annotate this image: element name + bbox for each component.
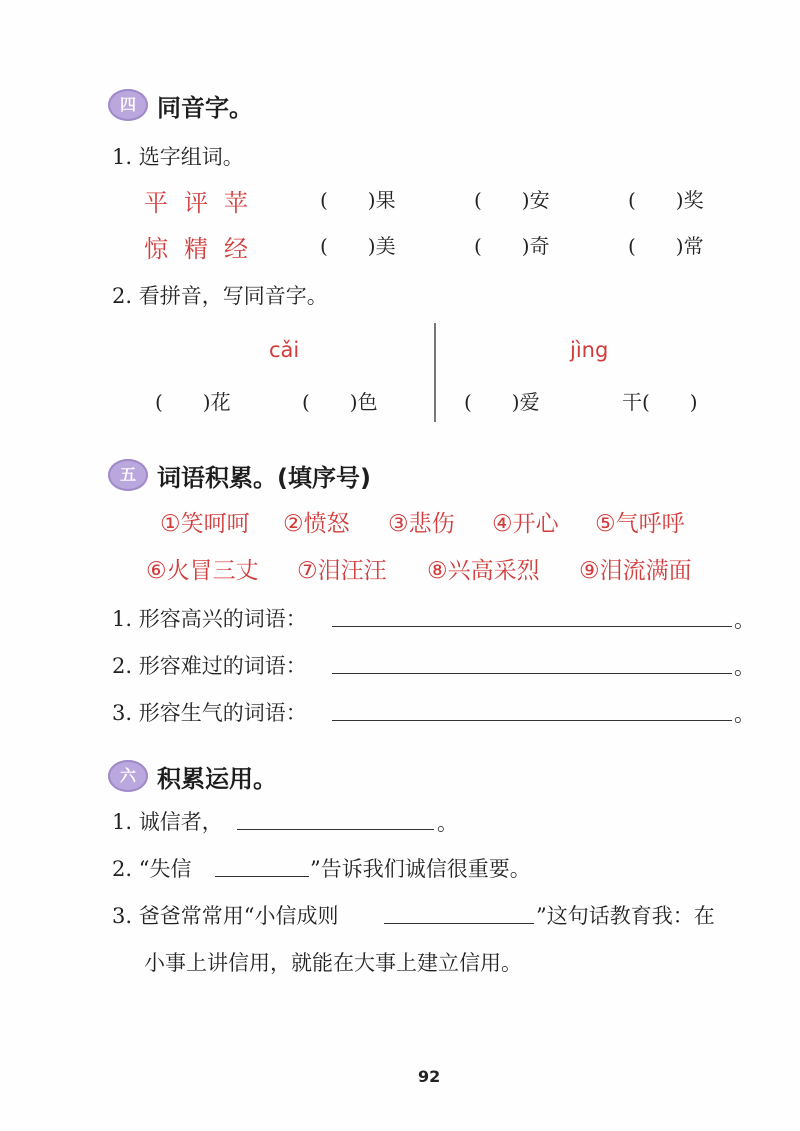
blank-cai-1[interactable]: ( )花 bbox=[155, 390, 231, 414]
section-title-6: 积累运用。 bbox=[157, 765, 277, 793]
option-8: ⑧兴高采烈 bbox=[427, 558, 540, 584]
answer-line-5-1[interactable] bbox=[332, 626, 732, 627]
period-5-1: 。 bbox=[734, 608, 755, 632]
option-2: ②愤怒 bbox=[283, 511, 350, 537]
question-6-3-suffix: ”这句话教育我：在 bbox=[536, 904, 715, 928]
answer-line-5-2[interactable] bbox=[332, 673, 732, 674]
page-number: 92 bbox=[418, 1067, 441, 1086]
section-badge-5: 五 bbox=[108, 459, 148, 491]
option-5: ⑤气呼呼 bbox=[595, 511, 685, 537]
question-label-5-2: 2. 形容难过的词语： bbox=[112, 654, 307, 678]
period-5-3: 。 bbox=[734, 702, 755, 726]
vertical-divider bbox=[434, 323, 436, 422]
question-label-4-2: 2. 看拼音，写同音字。 bbox=[112, 284, 328, 308]
blank-jing-1[interactable]: ( )爱 bbox=[464, 390, 540, 414]
blank-2-2[interactable]: ( )奇 bbox=[474, 234, 550, 258]
blank-1-1[interactable]: ( )果 bbox=[320, 188, 396, 212]
question-6-2-suffix: ”告诉我们诚信很重要。 bbox=[310, 857, 531, 881]
section-title-4: 同音字。 bbox=[157, 94, 253, 122]
question-6-3-prefix: 3. 爸爸常常用“小信成则 bbox=[112, 904, 339, 928]
answer-line-6-1[interactable] bbox=[237, 829, 434, 830]
option-1: ①笑呵呵 bbox=[160, 511, 250, 537]
char-group-2: 惊精经 bbox=[144, 235, 264, 263]
answer-line-5-3[interactable] bbox=[332, 720, 732, 721]
question-label-5-1: 1. 形容高兴的词语： bbox=[112, 607, 307, 631]
question-6-1-prefix: 1. 诚信者， bbox=[112, 810, 223, 834]
question-6-3-line2: 小事上讲信用，就能在大事上建立信用。 bbox=[144, 951, 522, 975]
question-label-4-1: 1. 选字组词。 bbox=[112, 145, 244, 169]
question-6-2-prefix: 2. “失信 bbox=[112, 857, 192, 881]
blank-1-3[interactable]: ( )奖 bbox=[628, 188, 704, 212]
pinyin-jing: jìng bbox=[570, 338, 609, 362]
char-group-1: 平评苹 bbox=[144, 189, 264, 217]
section-badge-6: 六 bbox=[108, 760, 148, 792]
option-4: ④开心 bbox=[492, 511, 559, 537]
answer-line-6-2[interactable] bbox=[215, 876, 309, 877]
question-label-5-3: 3. 形容生气的词语： bbox=[112, 701, 307, 725]
section-badge-4: 四 bbox=[108, 89, 148, 121]
period-5-2: 。 bbox=[734, 655, 755, 679]
option-6: ⑥火冒三丈 bbox=[146, 558, 259, 584]
option-7: ⑦泪汪汪 bbox=[297, 558, 387, 584]
blank-2-1[interactable]: ( )美 bbox=[320, 234, 396, 258]
option-3: ③悲伤 bbox=[388, 511, 455, 537]
answer-line-6-3[interactable] bbox=[384, 923, 534, 924]
blank-cai-2[interactable]: ( )色 bbox=[302, 390, 378, 414]
question-6-1-suffix: 。 bbox=[437, 811, 458, 835]
pinyin-cai: cǎi bbox=[269, 338, 300, 362]
option-9: ⑨泪流满面 bbox=[579, 558, 692, 584]
blank-2-3[interactable]: ( )常 bbox=[628, 234, 704, 258]
blank-jing-2[interactable]: 干( ) bbox=[622, 390, 698, 414]
blank-1-2[interactable]: ( )安 bbox=[474, 188, 550, 212]
section-title-5: 词语积累。(填序号) bbox=[157, 464, 371, 492]
